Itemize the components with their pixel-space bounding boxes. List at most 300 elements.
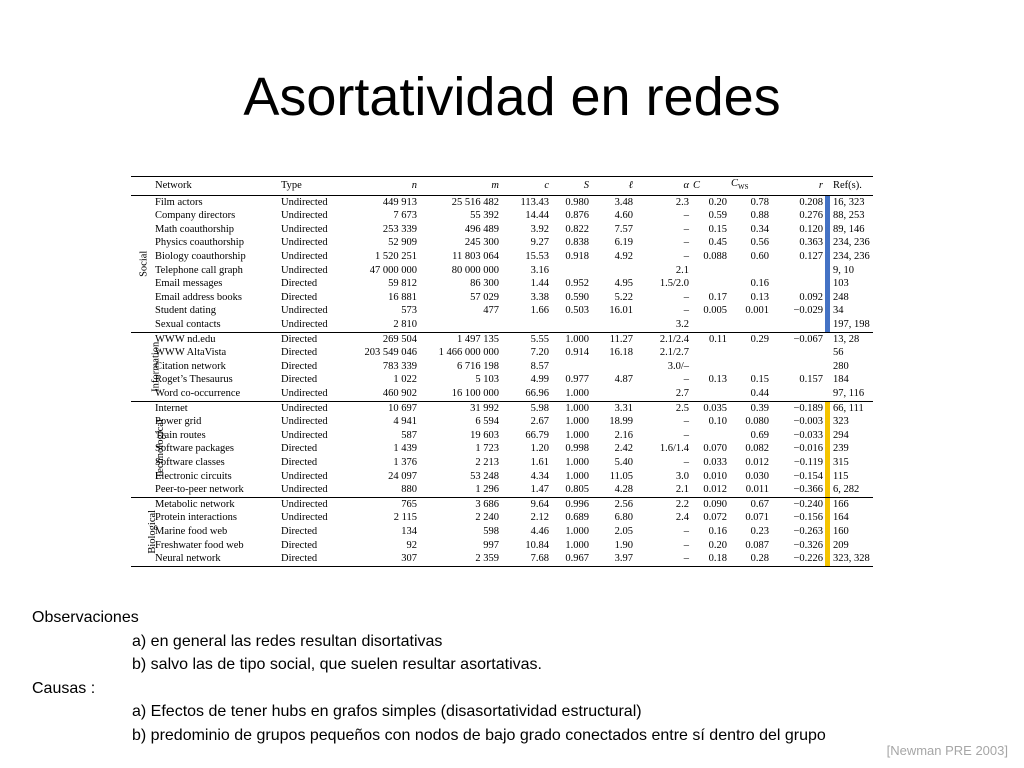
cell-m: 598 <box>483 525 499 537</box>
cell-n: 573 <box>401 305 417 317</box>
cell-s: 1.000 <box>565 333 589 345</box>
ref-text: 234, 236 <box>833 237 870 249</box>
highlight-bar <box>825 402 830 416</box>
cell-l: 11.27 <box>609 333 633 345</box>
cell-name: Power grid <box>155 416 202 428</box>
cell-type: Directed <box>281 443 318 455</box>
table-row <box>131 497 873 511</box>
cell-ref <box>825 429 873 443</box>
table-row <box>131 456 873 470</box>
ref-text: 6, 282 <box>833 484 860 496</box>
cell-name: Email address books <box>155 291 242 303</box>
cell-C: 0.15 <box>708 223 727 235</box>
cell-Cws: 0.030 <box>745 470 769 482</box>
table-row <box>131 373 873 387</box>
cell-z: 9.27 <box>530 237 549 249</box>
ref-text: 89, 146 <box>833 223 865 235</box>
cell-n: 59 812 <box>388 278 417 290</box>
ref-text: 323 <box>833 416 849 428</box>
cell-ref <box>825 525 873 539</box>
cell-m: 997 <box>483 539 499 551</box>
cell-z: 10.84 <box>525 539 549 551</box>
cell-z: 5.98 <box>530 402 549 414</box>
cell-s: 1.000 <box>565 470 589 482</box>
network-properties-table <box>131 176 873 592</box>
cell-n: 92 <box>406 539 417 551</box>
cell-Cws: 0.28 <box>729 552 771 566</box>
table-row <box>131 304 873 318</box>
cell-m: 86 300 <box>470 278 499 290</box>
cell-name: Sexual contacts <box>153 318 279 332</box>
cell-type: Undirected <box>281 416 328 428</box>
cell-C: 0.070 <box>703 443 727 455</box>
cell-z: 4.46 <box>530 525 549 537</box>
cell-r: 0.120 <box>799 223 823 235</box>
table-row <box>131 552 873 566</box>
table-row <box>131 346 873 360</box>
highlight-bar <box>825 456 830 470</box>
cell-type: Directed <box>281 278 318 290</box>
cell-a: – <box>683 539 689 551</box>
cell-n: 253 339 <box>382 223 417 235</box>
header-C: C <box>691 177 729 196</box>
cell-ref: 56 <box>833 347 844 359</box>
cell-m: 496 489 <box>464 223 499 235</box>
ref-text: 88, 253 <box>833 210 865 222</box>
cell-z: 1.20 <box>530 443 549 455</box>
cell-Cws: 0.88 <box>750 210 769 222</box>
ref-text: 209 <box>833 539 849 551</box>
cell-r <box>771 360 825 374</box>
cell-n: 47 000 000 <box>369 264 417 276</box>
cell-r: 0.276 <box>799 210 823 222</box>
cell-name: Email messages <box>155 278 223 290</box>
cell-z: 7.68 <box>501 552 551 566</box>
category-label-social <box>131 195 153 332</box>
cell-C: 0.59 <box>708 210 727 222</box>
cell-l: 16.18 <box>609 347 633 359</box>
highlight-bar <box>825 209 830 223</box>
highlight-bar <box>825 429 830 443</box>
cell-z: 1.66 <box>530 305 549 317</box>
cause-a: a) Efectos de tener hubs en grafos simples (disasortatividad estructural) <box>132 703 642 720</box>
cell-l: 2.16 <box>614 429 633 441</box>
cell-a: 2.1/2.7 <box>659 347 689 359</box>
cell-ref <box>825 511 873 525</box>
cell-type: Undirected <box>281 237 328 249</box>
cell-l: 1.90 <box>614 539 633 551</box>
cell-C: 0.11 <box>709 333 727 345</box>
cell-name: Freshwater food web <box>155 539 244 551</box>
cell-type: Undirected <box>281 512 328 524</box>
cell-z: 4.99 <box>530 374 549 386</box>
cell-l: 4.28 <box>591 483 635 497</box>
cell-Cws: 0.082 <box>745 443 769 455</box>
cell-type: Directed <box>281 539 318 551</box>
highlight-bar <box>825 552 830 566</box>
cell-s: 0.914 <box>565 347 589 359</box>
cell-s: 1.000 <box>565 525 589 537</box>
cell-m: 25 516 482 <box>451 196 499 208</box>
cell-ref: 184 <box>833 374 849 386</box>
cell-l: 3.48 <box>614 196 633 208</box>
cell-m: 1 296 <box>419 483 501 497</box>
cell-Cws: 0.44 <box>729 387 771 401</box>
cell-z: 66.96 <box>501 387 551 401</box>
cell-a: 2.5 <box>675 402 689 414</box>
header-r: r <box>771 177 825 196</box>
cell-m: 245 300 <box>464 237 499 249</box>
cell-name: WWW nd.edu <box>155 333 216 345</box>
cell-s: 0.952 <box>565 278 589 290</box>
cell-r: −0.189 <box>793 402 823 414</box>
cell-C: 0.13 <box>708 374 727 386</box>
cell-n: 16 881 <box>388 291 417 303</box>
cell-ref: 13, 28 <box>833 333 860 345</box>
cell-ref <box>825 415 873 429</box>
cell-C: 0.10 <box>708 416 727 428</box>
table-row <box>131 539 873 553</box>
cell-m: 1 497 135 <box>457 333 499 345</box>
cell-m: 2 359 <box>419 552 501 566</box>
cell-Cws <box>729 264 771 278</box>
cell-s: 0.689 <box>565 512 589 524</box>
cell-z: 3.38 <box>530 291 549 303</box>
cell-Cws: 0.080 <box>745 416 769 428</box>
cell-name: Word co-occurrence <box>153 387 279 401</box>
table-header-row <box>131 177 873 196</box>
cell-ref <box>825 401 873 415</box>
ref-text: 103 <box>833 278 849 290</box>
cell-C: 0.18 <box>691 552 729 566</box>
cell-l: 5.22 <box>614 291 633 303</box>
cell-C: 0.012 <box>691 483 729 497</box>
cell-type: Directed <box>281 456 318 468</box>
cell-r: −0.033 <box>793 429 823 441</box>
header-z: c <box>501 177 551 196</box>
cell-s: 1.000 <box>565 539 589 551</box>
cell-name: Company directors <box>155 210 236 222</box>
cell-n: 765 <box>401 498 417 510</box>
cell-ref <box>825 552 873 566</box>
highlight-bar <box>825 498 830 512</box>
cell-type: Directed <box>281 360 318 372</box>
cell-n: 4 941 <box>393 416 417 428</box>
header-s: S <box>551 177 591 196</box>
cell-s: 0.838 <box>565 237 589 249</box>
cell-type: Directed <box>281 347 318 359</box>
category-text: Technological <box>154 419 166 479</box>
cell-a: – <box>683 429 689 441</box>
category-text: Biological <box>147 509 159 554</box>
cell-l: 2.05 <box>614 525 633 537</box>
cell-Cws: 0.071 <box>745 512 769 524</box>
cell-C: 0.088 <box>703 251 727 263</box>
highlight-bar <box>825 442 830 456</box>
cell-ref <box>825 264 873 278</box>
cell-C <box>691 360 729 374</box>
table-row <box>131 264 873 278</box>
cell-Cws: 0.15 <box>750 374 769 386</box>
cell-type: Directed <box>281 525 318 537</box>
cell-type: Undirected <box>281 196 328 208</box>
cell-l: 6.19 <box>614 237 633 249</box>
cell-C: 0.20 <box>708 196 727 208</box>
observations-heading: Observaciones <box>32 609 139 626</box>
cell-l: 2.56 <box>614 498 633 510</box>
header-type: Type <box>279 177 351 196</box>
cell-a: – <box>683 456 689 468</box>
cell-l: 16.01 <box>609 305 633 317</box>
cell-m: 477 <box>483 305 499 317</box>
table-row <box>131 209 873 223</box>
table-row <box>131 511 873 525</box>
cell-r: 0.208 <box>799 196 823 208</box>
cell-z: 1.61 <box>530 456 549 468</box>
cell-s <box>551 318 591 332</box>
cell-z: 7.20 <box>530 347 549 359</box>
cell-l: 4.87 <box>614 374 633 386</box>
cell-l: 4.60 <box>614 210 633 222</box>
highlight-bar <box>825 304 830 318</box>
cell-z: 113.43 <box>520 196 549 208</box>
cell-Cws: 0.34 <box>750 223 769 235</box>
cell-l <box>591 264 635 278</box>
cell-ref <box>825 209 873 223</box>
ref-text: 34 <box>833 305 844 317</box>
table-row <box>131 223 873 237</box>
ref-text: 197, 198 <box>833 319 870 331</box>
cell-n: 307 <box>351 552 419 566</box>
cell-type: Directed <box>281 291 318 303</box>
cell-type: Undirected <box>279 318 351 332</box>
cell-type: Undirected <box>281 429 328 441</box>
cell-a: 3.2 <box>635 318 691 332</box>
cell-m: 53 248 <box>470 470 499 482</box>
cell-n: 2 115 <box>393 512 417 524</box>
cell-type: Undirected <box>279 387 351 401</box>
cell-a: 2.3 <box>675 196 689 208</box>
cell-name: Roget’s Thesaurus <box>155 374 233 386</box>
cell-m: 5 103 <box>475 374 499 386</box>
cell-l <box>591 387 635 401</box>
cell-name: Internet <box>155 402 188 414</box>
header-network: Network <box>153 177 279 196</box>
ref-text: 323, 328 <box>833 553 870 565</box>
cell-a: – <box>683 291 689 303</box>
cell-z: 3.16 <box>530 264 549 276</box>
cell-l: 6.80 <box>614 512 633 524</box>
cell-n: 269 504 <box>382 333 417 345</box>
cell-C: 0.20 <box>708 539 727 551</box>
ref-text: 294 <box>833 429 849 441</box>
cell-s: 0.977 <box>565 374 589 386</box>
cell-r: 0.127 <box>799 251 823 263</box>
cell-m: 6 716 198 <box>457 360 499 372</box>
table-row <box>131 525 873 539</box>
cell-r: −0.240 <box>793 498 823 510</box>
cell-l: 2.42 <box>614 443 633 455</box>
ref-text: 66, 111 <box>833 402 864 414</box>
cell-r: −0.067 <box>793 333 823 345</box>
ref-text: 166 <box>833 498 849 510</box>
cause-b: b) predominio de grupos pequeños con nodos de bajo grado conectados entre sí dentro del grupo <box>132 726 826 744</box>
cell-ref <box>825 291 873 305</box>
observation-a: a) en general las redes resultan disortativas <box>132 632 443 650</box>
cell-C <box>691 277 729 291</box>
cell-Cws <box>729 360 771 374</box>
cell-s: 1.000 <box>565 402 589 414</box>
cell-C <box>691 429 729 443</box>
cell-r: 0.092 <box>799 291 823 303</box>
cell-m: 2 213 <box>475 456 499 468</box>
ref-text: 234, 236 <box>833 251 870 263</box>
cell-type: Undirected <box>281 470 328 482</box>
cell-Cws <box>729 318 771 332</box>
cell-ref <box>825 195 873 209</box>
cell-r: −0.119 <box>793 456 823 468</box>
cell-n: 783 339 <box>382 360 417 372</box>
cell-l <box>591 318 635 332</box>
cell-C <box>691 346 729 360</box>
cell-n: 203 549 046 <box>364 347 417 359</box>
cell-Cws: 0.69 <box>750 429 769 441</box>
cell-C: 0.035 <box>703 402 727 414</box>
cell-name: Software packages <box>155 443 235 455</box>
cell-r: 0.363 <box>799 237 823 249</box>
cell-n: 449 913 <box>382 196 417 208</box>
cell-a: – <box>683 416 689 428</box>
cell-Cws: 0.011 <box>729 483 771 497</box>
table-row <box>131 483 873 497</box>
cell-a: – <box>683 525 689 537</box>
cell-ref: 97, 116 <box>825 387 873 401</box>
cell-r <box>771 387 825 401</box>
cell-a: 3.0/– <box>667 360 689 372</box>
cell-Cws: 0.39 <box>750 402 769 414</box>
header-ref: Ref(s). <box>825 177 873 196</box>
cell-ref <box>825 442 873 456</box>
ref-text: 9, 10 <box>833 264 854 276</box>
cell-n: 2 810 <box>351 318 419 332</box>
highlight-bar <box>825 415 830 429</box>
category-label-biological <box>131 497 159 566</box>
cell-C <box>691 318 729 332</box>
cell-s: 0.805 <box>551 483 591 497</box>
table-row <box>131 195 873 209</box>
cell-a: 2.1 <box>675 264 689 276</box>
highlight-bar <box>825 264 830 278</box>
ref-text: 115 <box>833 470 849 482</box>
cell-Cws: 0.29 <box>750 333 769 345</box>
cell-s: 0.503 <box>565 305 589 317</box>
cell-a: 1.6/1.4 <box>659 443 689 455</box>
cell-s: 0.980 <box>565 196 589 208</box>
header-n: n <box>351 177 419 196</box>
table-row <box>131 401 873 415</box>
cell-ref <box>825 483 873 497</box>
cell-type: Undirected <box>281 210 328 222</box>
cell-a: 2.2 <box>675 498 689 510</box>
cell-z: 4.34 <box>530 470 549 482</box>
header-l: ℓ <box>591 177 635 196</box>
cell-r <box>771 318 825 332</box>
cell-r: −0.016 <box>793 443 823 455</box>
cell-z: 1.44 <box>530 278 549 290</box>
cell-a: 1.5/2.0 <box>659 278 689 290</box>
cell-n: 880 <box>351 483 419 497</box>
cell-ref <box>825 250 873 264</box>
cell-type: Directed <box>281 374 318 386</box>
table-row <box>131 250 873 264</box>
table-row <box>131 332 873 346</box>
cell-C: 0.033 <box>703 456 727 468</box>
cell-ref <box>825 304 873 318</box>
cell-C: 0.45 <box>708 237 727 249</box>
cell-l: 3.31 <box>614 402 633 414</box>
cell-n: 1 022 <box>393 374 417 386</box>
slide-title: Asortatividad en redes <box>243 67 781 127</box>
cell-r: −0.156 <box>793 512 823 524</box>
cell-r: −0.263 <box>793 525 823 537</box>
cell-n: 1 439 <box>393 443 417 455</box>
cell-l: 3.97 <box>591 552 635 566</box>
highlight-bar <box>825 511 830 525</box>
cell-s <box>551 360 591 374</box>
cell-C <box>691 387 729 401</box>
table-row <box>131 291 873 305</box>
category-text: Information <box>150 341 162 392</box>
cell-a: – <box>683 237 689 249</box>
cell-n: 24 097 <box>388 470 417 482</box>
cell-m: 1 466 000 000 <box>438 347 499 359</box>
cell-s: 0.998 <box>565 443 589 455</box>
cell-z: 9.64 <box>530 498 549 510</box>
cell-s: 0.967 <box>551 552 591 566</box>
cell-r: −0.366 <box>771 483 825 497</box>
cell-l: 4.92 <box>614 251 633 263</box>
cell-ref <box>825 497 873 511</box>
cell-type: Undirected <box>281 251 328 263</box>
cell-n: 134 <box>401 525 417 537</box>
highlight-bar <box>825 277 830 291</box>
cell-Cws <box>729 346 771 360</box>
cell-s: 0.918 <box>565 251 589 263</box>
cell-m: 3 686 <box>475 498 499 510</box>
cell-r <box>771 264 825 278</box>
cell-z: 2.12 <box>530 512 549 524</box>
cell-C: 0.010 <box>703 470 727 482</box>
cell-r <box>771 346 825 360</box>
highlight-bar <box>825 236 830 250</box>
highlight-bar <box>825 525 830 539</box>
highlight-bar <box>825 318 830 332</box>
cell-name: Student dating <box>155 305 216 317</box>
cell-name: Physics coauthorship <box>155 237 244 249</box>
cell-Cws: 0.012 <box>745 456 769 468</box>
table-row <box>131 360 873 374</box>
cell-name: Film actors <box>155 196 203 208</box>
cell-n: 1 376 <box>393 456 417 468</box>
cell-a: – <box>683 210 689 222</box>
cell-s: 0.822 <box>565 223 589 235</box>
cell-Cws: 0.67 <box>750 498 769 510</box>
cell-type: Undirected <box>281 305 328 317</box>
ref-text: 239 <box>833 443 849 455</box>
cell-m: 57 029 <box>470 291 499 303</box>
cell-Cws: 0.56 <box>750 237 769 249</box>
cell-z: 66.79 <box>525 429 549 441</box>
